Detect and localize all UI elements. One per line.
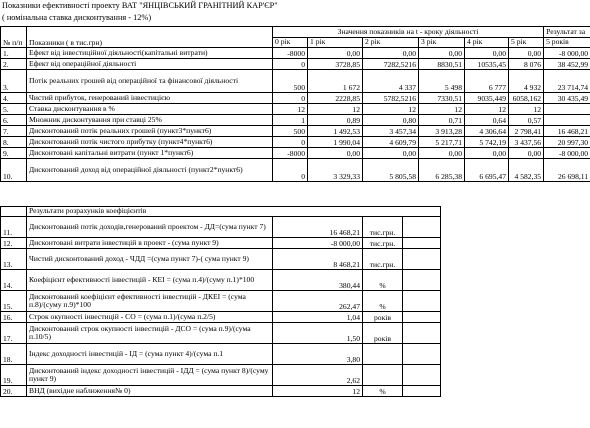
coef-value: 380,44	[273, 270, 363, 291]
col-header-result: Результат за	[544, 27, 590, 38]
coef-value: 12	[273, 386, 363, 397]
cell-value: 500	[273, 70, 308, 93]
cell-value: 0,00	[465, 148, 509, 159]
cell-value: 0	[273, 59, 308, 70]
cell-total: 20 997,30	[544, 137, 590, 148]
cell-value: 6058,162	[509, 93, 544, 104]
cell-value: -8000	[273, 148, 308, 159]
table-row	[1, 93, 590, 104]
cell-value: 0,00	[509, 48, 544, 59]
coef-unit	[363, 365, 403, 386]
row-number: 19.	[1, 365, 27, 386]
cell-total: -8 000,00	[544, 148, 590, 159]
empty-cell	[403, 217, 441, 238]
table-row	[1, 59, 590, 70]
coef-label: Дисконтований строк окупності інвестицій - ДСО = (сума п.9)/(сума п.10/5)	[27, 323, 273, 344]
row-label: Ефект від операційної діяльності	[27, 59, 273, 70]
row-label: Ставка дисконтування в %	[27, 104, 273, 115]
coef-unit: %	[363, 270, 403, 291]
cell-value: 5 217,71	[419, 137, 465, 148]
row-number: 1.	[1, 48, 27, 59]
cell-value: 0,57	[509, 115, 544, 126]
row-number: 6.	[1, 115, 27, 126]
cell-value: 12	[419, 104, 465, 115]
table-row	[1, 291, 441, 312]
empty-cell	[403, 270, 441, 291]
cell-value: 10535,45	[465, 59, 509, 70]
col-header-year: 4 рік	[465, 38, 509, 48]
empty-cell	[403, 323, 441, 344]
cell-value: 7330,51	[419, 93, 465, 104]
table-row	[1, 148, 590, 159]
coef-unit: тис.грн.	[363, 217, 403, 238]
cell-value: 7282,5216	[363, 59, 419, 70]
row-number: 17.	[1, 323, 27, 344]
cell-value: 5 498	[419, 70, 465, 93]
table-row	[1, 137, 590, 148]
coef-label: ВНД (вихідне наближення№ 0)	[27, 386, 273, 397]
row-number: 13.	[1, 249, 27, 270]
table-row	[1, 365, 441, 386]
cell-value: 2 798,41	[509, 126, 544, 137]
col-header-values-group: Значення показників на t - кроку діяльності	[273, 27, 544, 38]
row-number: 20.	[1, 386, 27, 397]
row-number: 10.	[1, 159, 27, 182]
coefficients-table	[0, 206, 441, 397]
cell-value: 0,00	[363, 148, 419, 159]
cell-value: 0,64	[465, 115, 509, 126]
cell-total: -8 000,00	[544, 48, 590, 59]
row-label: Дисконтований потік реальних грошей (пункт3*пункт6)	[27, 126, 273, 137]
table-row	[1, 270, 441, 291]
coef-label: Дисконтований потік доходів,генерований проектом - ДД=(сума пункт 7)	[27, 217, 273, 238]
cell-value: 4 932	[509, 70, 544, 93]
col-header-year: 1 рік	[308, 38, 363, 48]
table-row	[1, 386, 441, 397]
empty-cell	[403, 312, 441, 323]
row-number: 2.	[1, 59, 27, 70]
cell-value: 1 990,04	[308, 137, 363, 148]
cell-value: 12	[308, 104, 363, 115]
cell-value: 9035,449	[465, 93, 509, 104]
coef-label: Коефіцієнт ефективності інвестицій - КЕІ = (сума п.4)/(суму п.1)*100	[27, 270, 273, 291]
coef-unit: %	[363, 291, 403, 312]
coef-value: 2,62	[273, 365, 363, 386]
row-label: Потік реальних грошей від операційної та фінансової діяльності	[27, 70, 273, 93]
cell-value: 12	[363, 104, 419, 115]
empty-cell	[403, 249, 441, 270]
cell-total: 38 452,99	[544, 59, 590, 70]
empty-cell	[403, 291, 441, 312]
row-label: Дисконтований потік чистого прибутку (пункт4*пункт6)	[27, 137, 273, 148]
cell-value: 1 672	[308, 70, 363, 93]
cell-value: -8000	[273, 48, 308, 59]
coef-value: 8 468,21	[273, 249, 363, 270]
table-row	[1, 126, 590, 137]
table-row	[1, 104, 590, 115]
cell-value: 0,00	[465, 48, 509, 59]
coef-label: Індекс доходності інвестицій - ІД = (сума пункт 4)/(сума п.1	[27, 344, 273, 365]
cell-value: 1	[273, 115, 308, 126]
cell-value: 4 306,64	[465, 126, 509, 137]
row-label: Множник дисконтування при ставці 25%	[27, 115, 273, 126]
cell-value: 6 777	[465, 70, 509, 93]
table-row	[1, 70, 590, 93]
row-number: 14.	[1, 270, 27, 291]
coef-label: Дисконтовані витрати інвестицій в проект - (сума пункт 9)	[27, 238, 273, 249]
col-header-year: 3 рік	[419, 38, 465, 48]
cell-value: 3 913,28	[419, 126, 465, 137]
cell-value: 0,00	[308, 148, 363, 159]
cell-value: 4 582,35	[509, 159, 544, 182]
page-title: Показники ефективності проекту ВАТ "ЯНЦІВСЬКИЙ ГРАНІТНИЙ КАР'ЄР"	[2, 1, 278, 10]
cell-value: 5 742,19	[465, 137, 509, 148]
row-number: 5.	[1, 104, 27, 115]
cell-value: 0	[273, 159, 308, 182]
row-number: 9.	[1, 148, 27, 159]
cell-value: 3 457,34	[363, 126, 419, 137]
row-label: Дисконтований доход від операційної діяльності (пункт2*пункт6)	[27, 159, 273, 182]
row-label: Ефект від інвестиційної діяльності(капітальні витрати)	[27, 48, 273, 59]
empty-cell	[403, 238, 441, 249]
coef-unit	[363, 344, 403, 365]
empty-cell	[403, 365, 441, 386]
coef-unit: тис.грн.	[363, 238, 403, 249]
cell-value: 3 329,33	[308, 159, 363, 182]
table-row	[1, 249, 441, 270]
col-header-indicator: Показники ( в тис.грн)	[27, 27, 273, 48]
cell-value: 8830,51	[419, 59, 465, 70]
indicators-table	[0, 26, 590, 182]
coef-unit: тис.грн.	[363, 249, 403, 270]
coef-value: 1,04	[273, 312, 363, 323]
cell-value: 12	[465, 104, 509, 115]
row-number: 4.	[1, 93, 27, 104]
cell-value: 6 695,47	[465, 159, 509, 182]
table-row	[1, 115, 590, 126]
coef-value: 1,50	[273, 323, 363, 344]
coef-value: 262,47	[273, 291, 363, 312]
cell-value: 500	[273, 126, 308, 137]
table-row	[1, 48, 590, 59]
cell-total	[544, 115, 590, 126]
cell-value: 5782,5216	[363, 93, 419, 104]
table-row	[1, 238, 441, 249]
cell-value: 2228,85	[308, 93, 363, 104]
cell-value: 0,00	[308, 48, 363, 59]
cell-value: 6 285,38	[419, 159, 465, 182]
cell-value: 12	[509, 104, 544, 115]
cell-total: 26 698,11	[544, 159, 590, 182]
row-number: 8.	[1, 137, 27, 148]
cell-value: 0,71	[419, 115, 465, 126]
cell-total: 30 435,49	[544, 93, 590, 104]
cell-value: 4 337	[363, 70, 419, 93]
cell-value: 0	[273, 137, 308, 148]
coef-unit: років	[363, 323, 403, 344]
cell-value: 0,00	[419, 48, 465, 59]
cell-value: 4 609,79	[363, 137, 419, 148]
table-row	[1, 344, 441, 365]
row-number: 12.	[1, 238, 27, 249]
row-number: 7.	[1, 126, 27, 137]
coef-label: Дисконтований індекс доходності інвестицій - ІДД = (сума пункт 8)/(суму пункт 9)	[27, 365, 273, 386]
coef-label: Чистий дисконтований доход - ЧДД =(сума пункт 7)-( сума пункт 9)	[27, 249, 273, 270]
cell-value: 0,00	[363, 48, 419, 59]
cell-total: 16 468,21	[544, 126, 590, 137]
coef-unit: років	[363, 312, 403, 323]
col-header-result-sub: 5 років	[544, 38, 590, 48]
cell-value: 5 805,58	[363, 159, 419, 182]
row-number: 18.	[1, 344, 27, 365]
coef-label: Строк окупності інвестицій - СО = (сума п.1)/(сума п.2/5)	[27, 312, 273, 323]
coef-label: Дисконтований коефіцієнт ефективності інвестицій - ДКЕІ = (сума п.8)/(суму п.9)*100	[27, 291, 273, 312]
cell-value: 0,80	[363, 115, 419, 126]
cell-value: 8 076	[509, 59, 544, 70]
coef-header-blank	[1, 207, 27, 217]
cell-value: 1 492,53	[308, 126, 363, 137]
row-number: 11.	[1, 217, 27, 238]
row-number: 16.	[1, 312, 27, 323]
table-row	[1, 312, 441, 323]
table-row	[1, 159, 590, 182]
cell-value: 0	[273, 93, 308, 104]
row-number: 3.	[1, 70, 27, 93]
cell-value: 0,00	[419, 148, 465, 159]
table-row	[1, 323, 441, 344]
row-number: 15.	[1, 291, 27, 312]
cell-total: 23 714,74	[544, 70, 590, 93]
coef-value: -8 000,00	[273, 238, 363, 249]
col-header-year: 0 рік	[273, 38, 308, 48]
cell-value: 3728,85	[308, 59, 363, 70]
cell-value: 3 437,56	[509, 137, 544, 148]
col-header-number: № п/п	[1, 27, 27, 48]
row-label: Чистий прибуток, генерований інвестицією	[27, 93, 273, 104]
coef-header: Результати розрахунків коефіцієнтів	[27, 207, 441, 217]
cell-total	[544, 104, 590, 115]
coef-unit: %	[363, 386, 403, 397]
table-row	[1, 217, 441, 238]
empty-cell	[403, 344, 441, 365]
coef-value: 16 468,21	[273, 217, 363, 238]
coef-value: 3,80	[273, 344, 363, 365]
cell-value: 0,00	[509, 148, 544, 159]
col-header-year: 5 рік	[509, 38, 544, 48]
page-subtitle: ( номінальна ставка дисконтування - 12%)	[2, 13, 152, 22]
cell-value: 0,89	[308, 115, 363, 126]
cell-value: 12	[273, 104, 308, 115]
col-header-year: 2 рік	[363, 38, 419, 48]
empty-cell	[403, 386, 441, 397]
row-label: Дисконтовані капітальні витрати (пункт 1*пункт6)	[27, 148, 273, 159]
